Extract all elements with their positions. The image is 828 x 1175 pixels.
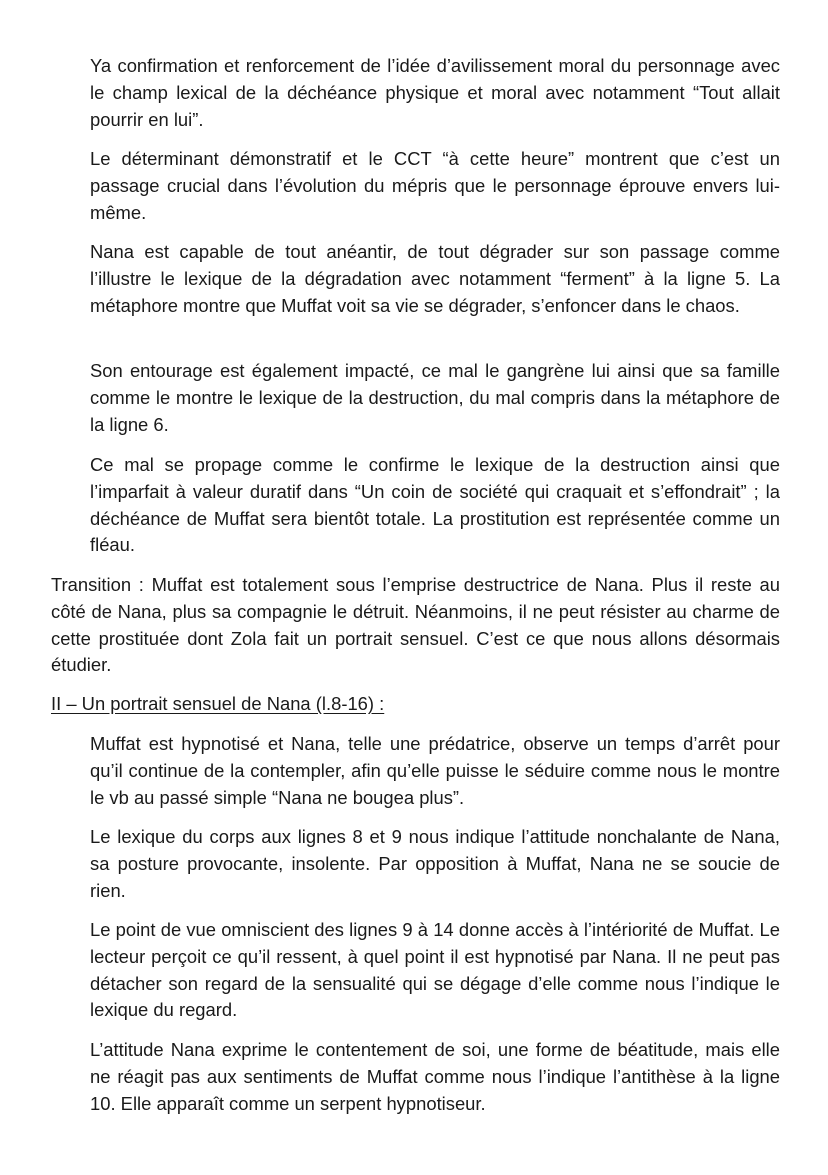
paragraph-point-de-vue: Le point de vue omniscient des lignes 9 à 14 donne accès à l’intériorité de Muffat. Le lecteur perçoit ce qu’il ressent, à quel point il est hypnotisé par Nana. Il ne peut pas détacher son regard de la sensualité qui se dégage d’elle comme nous l’indique le lexique du regard. <box>90 919 780 1021</box>
paragraph-lexique-corps: Le lexique du corps aux lignes 8 et 9 nous indique l’attitude nonchalante de Nana, sa posture provocante, insolente. Par opposition à Muffat, Nana ne se soucie de rien. <box>90 826 780 901</box>
section-heading: II – Un portrait sensuel de Nana (l.8-16) : <box>51 693 385 714</box>
paragraph-attitude: L’attitude Nana exprime le contentement de soi, une forme de béatitude, mais elle ne réagit pas aux sentiments de Muffat comme nous l’indique l’antithèse à la ligne 10. Elle apparaît comme un serpent hypnotiseur. <box>90 1039 780 1114</box>
paragraph-propagation: Ce mal se propage comme le confirme le lexique de la destruction ainsi que l’imparfait à valeur duratif dans “Un coin de société qui craquait et s’effondrait” ; la déchéance de Muffat sera bientôt totale. La prostitution est représentée comme un fléau. <box>90 454 780 556</box>
paragraph-avilissement: Ya confirmation et renforcement de l’idée d’avilissement moral du personnage avec le champ lexical de la déchéance physique et moral avec notamment “Tout allait pourrir en lui”. <box>90 55 780 130</box>
paragraph-transition: Transition : Muffat est totalement sous l’emprise destructrice de Nana. Plus il reste au côté de Nana, plus sa compagnie le détruit. Néanmoins, il ne peut résister au charme de cette prostituée dont Zola fait un portrait sensuel. C’est ce que nous allons désormais étudier. <box>51 574 780 676</box>
paragraph-degradation: Nana est capable de tout anéantir, de tout dégrader sur son passage comme l’illustre le lexique de la dégradation avec notamment “ferment” à la ligne 5. La métaphore montre que Muffat voit sa vie se dégrader, s’enfoncer dans le chaos. <box>90 241 780 316</box>
paragraph-determinant: Le déterminant démonstratif et le CCT “à cette heure” montrent que c’est un passage crucial dans l’évolution du mépris que le personnage éprouve envers lui-même. <box>90 148 780 223</box>
paragraph-entourage: Son entourage est également impacté, ce mal le gangrène lui ainsi que sa famille comme le montre le lexique de la destruction, du mal compris dans la métaphore de la ligne 6. <box>90 360 780 435</box>
paragraph-hypnotise: Muffat est hypnotisé et Nana, telle une prédatrice, observe un temps d’arrêt pour qu’il continue de la contempler, afin qu’elle puisse le séduire comme nous le montre le vb au passé simple “Nana ne bougea plus”. <box>90 733 780 808</box>
